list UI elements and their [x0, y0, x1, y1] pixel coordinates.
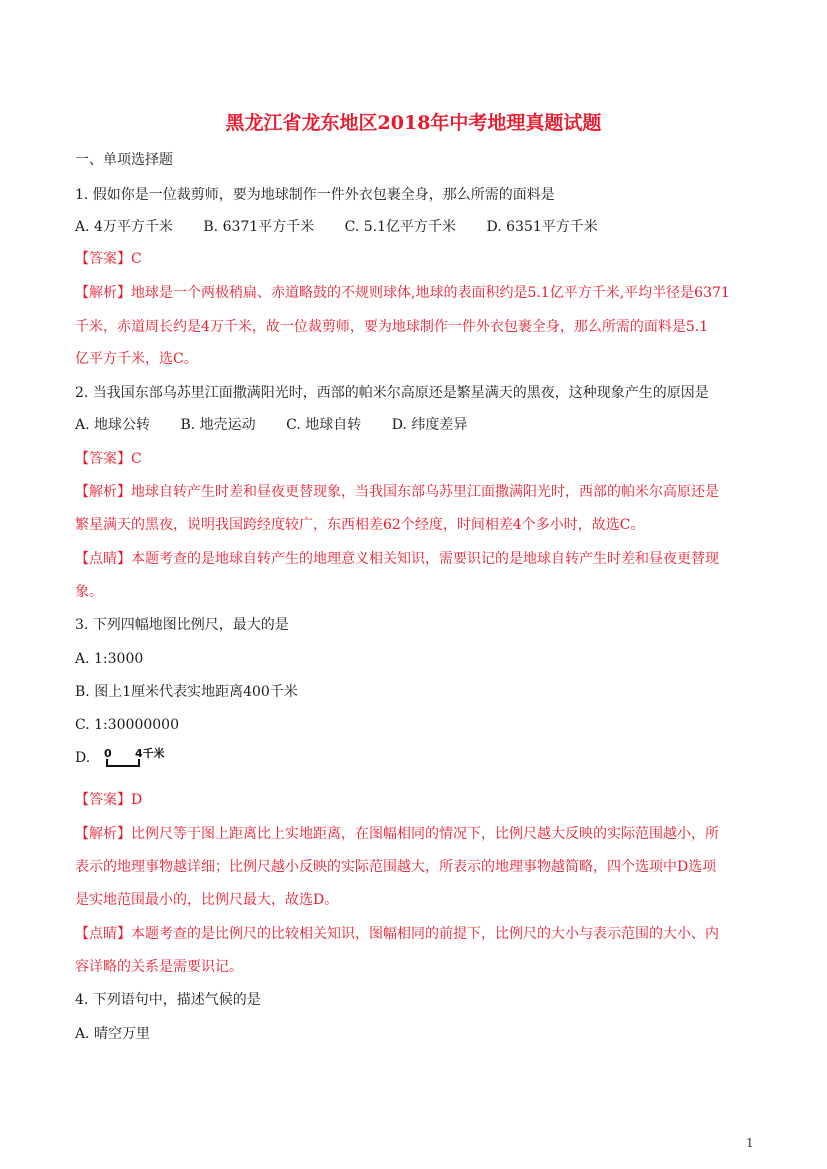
- q2-answer: [75, 450, 142, 468]
- scale-zero-label: 0: [103, 747, 112, 760]
- answer-value: D: [131, 792, 143, 808]
- analysis-tag: 【解析】: [75, 484, 131, 500]
- question-1-options: [75, 218, 624, 236]
- answer-value: C: [131, 251, 142, 267]
- analysis-tag: 【解析】: [75, 285, 131, 301]
- q2-option-c: C. 地球自转: [286, 417, 362, 433]
- comment-text: 本题考查的是比例尺的比较相关知识，图幅相同的前提下，比例尺的大小与表示范围的大小、内: [131, 926, 719, 942]
- analysis-text: 比例尺等于图上距离比上实地距离，在图幅相同的情况下，比例尺越大反映的实际范围越小，所: [131, 826, 719, 842]
- q3-option-d: [75, 746, 173, 770]
- q3-comment-line-2: 容详略的关系是需要识记。: [75, 959, 243, 975]
- page-number: 1: [746, 1136, 754, 1150]
- analysis-text: 地球是一个两极稍扁、赤道略鼓的不规则球体,地球的表面积约是5.1亿平方千米,平均半径是6371: [131, 285, 730, 301]
- question-2-options: [75, 416, 493, 434]
- q3-option-a: A. 1:3000: [75, 651, 144, 667]
- q2-option-b: B. 地壳运动: [180, 417, 256, 433]
- analysis-tag: 【解析】: [75, 826, 131, 842]
- scale-bar-figure: [103, 746, 173, 770]
- scale-bar-line: [107, 759, 139, 766]
- q2-option-a: A. 地球公转: [75, 417, 151, 433]
- question-4-stem: 4. 下列语句中，描述气候的是: [75, 992, 261, 1008]
- q2-comment-line-1: [75, 550, 719, 568]
- q1-analysis-line-3: 亿平方千米，选C。: [75, 351, 198, 367]
- q1-option-a: A. 4万平方千米: [75, 219, 173, 235]
- question-2-stem: 2. 当我国东部乌苏里江面撒满阳光时，西部的帕米尔高原还是繁星满天的黑夜，这种现象产生的原因是: [75, 385, 709, 401]
- q1-option-c: C. 5.1亿平方千米: [344, 219, 457, 235]
- q3-answer: [75, 791, 142, 809]
- q2-option-d: D. 纬度差异: [391, 417, 468, 433]
- q1-option-d: D. 6351平方千米: [486, 219, 598, 235]
- q2-analysis-line-2: 繁星满天的黑夜，说明我国跨经度较广，东西相差62个经度，时间相差4个多小时，故选C。: [75, 517, 645, 533]
- q3-option-c: C. 1:30000000: [75, 717, 179, 733]
- answer-tag: 【答案】: [75, 451, 131, 467]
- question-1-stem: 1. 假如你是一位裁剪师，要为地球制作一件外衣包裹全身，那么所需的面料是: [75, 187, 555, 203]
- q3-analysis-line-2: 表示的地理事物越详细；比例尺越小反映的实际范围越大，所表示的地理事物越简略，四个选项中D选项: [75, 859, 717, 875]
- q3-analysis-line-1: [75, 825, 719, 843]
- scale-bar-graphic: [103, 746, 173, 770]
- question-3-stem: 3. 下列四幅地图比例尺，最大的是: [75, 617, 289, 633]
- comment-tag: 【点睛】: [75, 926, 131, 942]
- q4-option-a: A. 晴空万里: [75, 1026, 151, 1042]
- q2-comment-line-2: 象。: [75, 584, 103, 600]
- comment-text: 本题考查的是地球自转产生的地理意义相关知识，需要识记的是地球自转产生时差和昼夜更替现: [131, 551, 719, 567]
- scale-distance-label: 4千米: [134, 747, 165, 760]
- q3-option-d-label: D.: [75, 750, 91, 766]
- comment-tag: 【点睛】: [75, 551, 131, 567]
- q1-answer: [75, 250, 142, 268]
- q3-comment-line-1: [75, 925, 719, 943]
- q1-option-b: B. 6371平方千米: [203, 219, 315, 235]
- analysis-text: 地球自转产生时差和昼夜更替现象，当我国东部乌苏里江面撒满阳光时，西部的帕米尔高原还是: [131, 484, 719, 500]
- q1-analysis-line-1: [75, 284, 730, 302]
- q3-analysis-line-3: 是实地范围最小的，比例尺最大，故选D。: [75, 892, 339, 908]
- section-heading: 一、单项选择题: [75, 152, 173, 168]
- answer-tag: 【答案】: [75, 251, 131, 267]
- answer-tag: 【答案】: [75, 792, 131, 808]
- q3-option-b: B. 图上1厘米代表实地距离400千米: [75, 684, 298, 700]
- page-title: 黑龙江省龙东地区2018年中考地理真题试题: [225, 112, 602, 134]
- q1-analysis-line-2: 千米，赤道周长约是4万千米，故一位裁剪师，要为地球制作一件外衣包裹全身，那么所需的面料是5.1: [75, 319, 709, 335]
- q2-analysis-line-1: [75, 483, 719, 501]
- answer-value: C: [131, 451, 142, 467]
